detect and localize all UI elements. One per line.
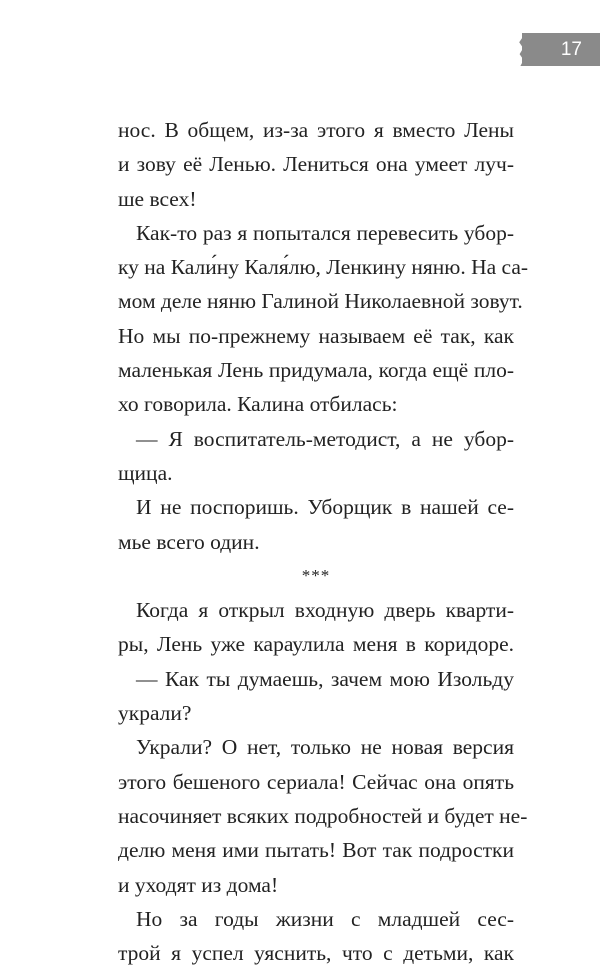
text-line: маленькая Лень придумала, когда ещё пло- bbox=[118, 358, 514, 383]
text-line: ры, Лень уже караулила меня в коридоре. bbox=[118, 632, 514, 657]
text-line: и зову её Ленью. Лениться она умеет луч- bbox=[118, 152, 514, 177]
text-line: ку на Кали́ну Каля́лю, Ленкину няню. На са- bbox=[118, 255, 529, 280]
text-line: Но за годы жизни с младшей сес- bbox=[136, 906, 514, 931]
text-line: делю меня ими пытать! Вот так подростки bbox=[118, 838, 514, 863]
text-line: насочиняет всяких подробностей и будет не- bbox=[118, 803, 528, 828]
text-line: — Я воспитатель-методист, а не убор- bbox=[136, 426, 514, 451]
text-line: мом деле няню Галиной Николаевной зовут. bbox=[118, 289, 523, 314]
text-line: хо говорила. Калина отбилась: bbox=[118, 392, 398, 417]
text-line: и уходят из дома! bbox=[118, 872, 279, 897]
text-line: нос. В общем, из-за этого я вместо Лены bbox=[118, 118, 514, 142]
text-line: Но мы по-прежнему называем её так, как bbox=[118, 323, 514, 348]
text-line: — Как ты думаешь, зачем мою Изольду bbox=[136, 666, 514, 691]
text-line: трой я успел уяснить, что с детьми, как bbox=[118, 941, 514, 966]
page-number: 17 bbox=[560, 39, 582, 60]
page-number-tab bbox=[522, 33, 600, 66]
text-line: украли? bbox=[118, 701, 192, 726]
section-separator: *** bbox=[301, 565, 331, 585]
text-line: Когда я открыл входную дверь кварти- bbox=[136, 598, 514, 623]
text-line: этого бешеного сериала! Сейчас она опять bbox=[118, 769, 514, 794]
text-line: мье всего один. bbox=[118, 529, 260, 554]
book-text bbox=[118, 113, 529, 970]
text-line: щица. bbox=[118, 460, 173, 485]
text-line: И не поспоришь. Уборщик в нашей се- bbox=[136, 495, 514, 520]
text-line: ше всех! bbox=[118, 186, 197, 211]
text-line: Украли? О нет, только не новая версия bbox=[136, 735, 514, 760]
text-line: Как-то раз я попытался перевесить убор- bbox=[136, 220, 514, 245]
